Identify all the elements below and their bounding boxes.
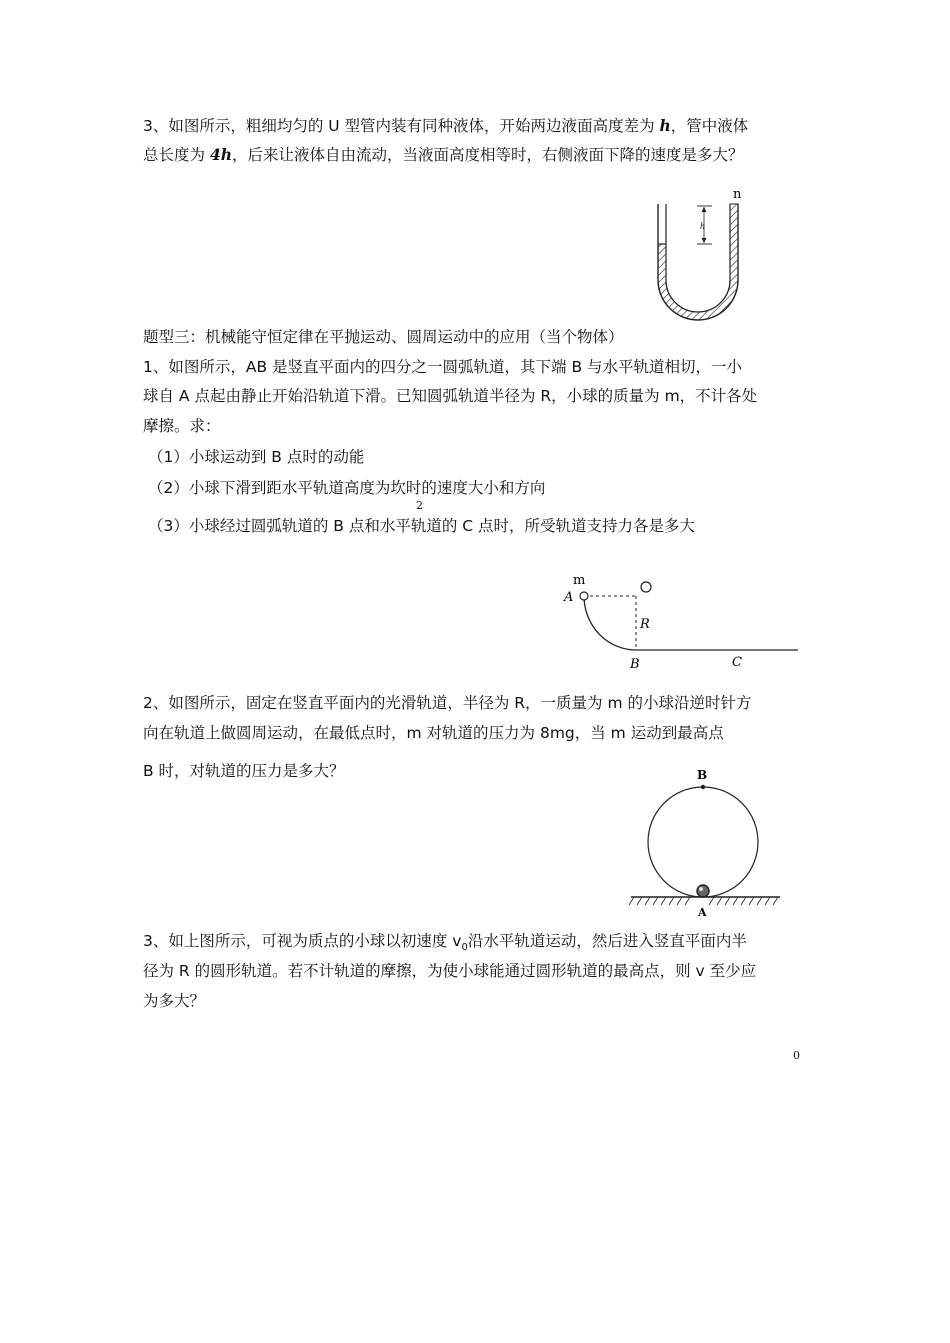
q2-line1: 2、如图所示，固定在竖直平面内的光滑轨道，半径为 R，一质量为 m 的小球沿逆时针方 bbox=[143, 694, 752, 712]
q3-utube-line2-post: ，后来让液体自由流动，当液面高度相等时，右侧液面下降的速度是多大？ bbox=[232, 146, 744, 164]
var-4h: 4h bbox=[209, 145, 232, 164]
q2-line3: B 时，对轨道的压力是多大？ bbox=[143, 762, 345, 780]
corner-label: n bbox=[733, 187, 742, 202]
stray-zero: 0 bbox=[793, 1049, 800, 1062]
q3-circle-line1 bbox=[143, 931, 747, 958]
h-dimension-label: h bbox=[700, 222, 706, 231]
q1-line3: 摩擦。求： bbox=[143, 417, 221, 435]
q1-line1: 1、如图所示，AB 是竖直平面内的四分之一圆弧轨道，其下端 B 与水平轨道相切，一小 bbox=[143, 358, 743, 376]
q3-circle-line2: 径为 R 的圆形轨道。若不计轨道的摩擦，为使小球能通过圆形轨道的最高点，则 v 至少应 bbox=[143, 962, 757, 980]
q3-utube-line1-post: ，管中液体 bbox=[670, 117, 749, 135]
q3-utube-line2-pre: 总长度为 bbox=[143, 146, 210, 164]
label-A: A bbox=[564, 590, 574, 605]
ball-at-A bbox=[697, 885, 709, 897]
label-A: A bbox=[698, 906, 707, 919]
q1-sub2-note: 2 bbox=[416, 499, 423, 512]
label-O: O bbox=[639, 592, 640, 593]
q1-sub2: （2）小球下滑到距水平轨道高度为坎时的速度大小和方向 bbox=[148, 479, 546, 497]
label-C: C bbox=[732, 655, 742, 670]
q2-line2: 向在轨道上做圆周运动，在最低点时，m 对轨道的压力为 8mg，当 m 运动到最高点 bbox=[143, 724, 724, 742]
v0-subscript: 0 bbox=[461, 942, 468, 954]
q1-sub3: （3）小球经过圆弧轨道的 B 点和水平轨道的 C 点时，所受轨道支持力各是多大 bbox=[148, 517, 696, 535]
q3-circle-line1-post: 沿水平轨道运动，然后进入竖直平面内半 bbox=[467, 932, 747, 950]
label-B: B bbox=[630, 657, 640, 672]
q3-utube-line1-pre: 3、如图所示，粗细均匀的 U 型管内装有同种液体，开始两边液面高度差为 bbox=[143, 117, 660, 135]
q3-circle-line1-pre: 3、如上图所示，可视为质点的小球以初速度 v bbox=[143, 932, 462, 950]
label-B: B bbox=[697, 768, 708, 782]
circular-track bbox=[648, 787, 758, 897]
label-R: R bbox=[640, 617, 650, 632]
label-m: m bbox=[573, 573, 586, 588]
section-title: 题型三：机械能守恒定律在平抛运动、圆周运动中的应用（当个物体） bbox=[143, 328, 624, 346]
top-point-B-marker bbox=[701, 785, 705, 789]
q1-line2: 球自 A 点起由静止开始沿轨道下滑。已知圆弧轨道半径为 R，小球的质量为 m，不计各处 bbox=[143, 387, 758, 405]
q3-circle-line3: 为多大？ bbox=[143, 992, 206, 1010]
var-h: h bbox=[659, 116, 671, 135]
ground-hatch bbox=[629, 897, 778, 905]
q1-sub1: （1）小球运动到 B 点时的动能 bbox=[148, 448, 365, 466]
